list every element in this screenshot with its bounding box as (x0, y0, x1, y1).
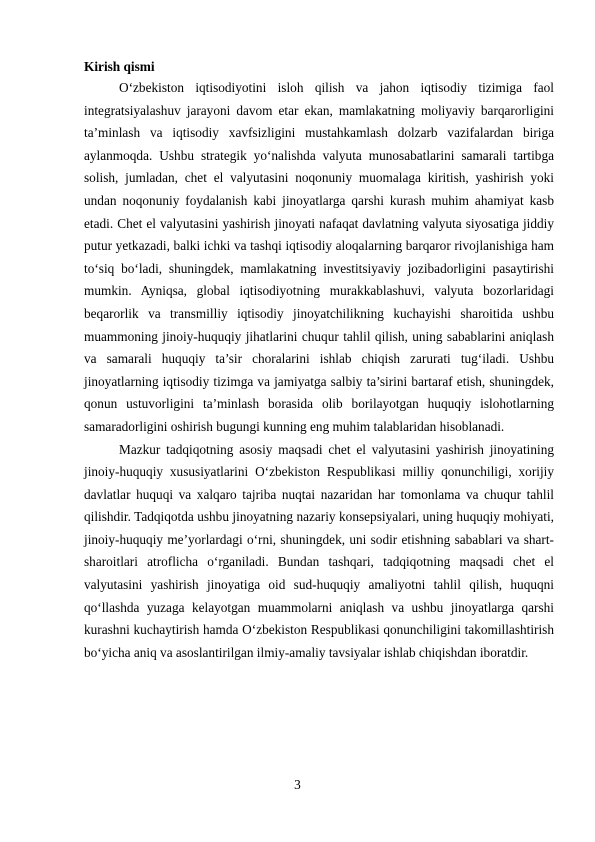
paragraph-introduction: O‘zbekiston iqtisodiyotini isloh qilish va jahon iqtisodiy tizimiga faol integratsiyalashuv jarayoni davom etar ekan, mamlakatning moliyaviy barqarorligini ta’minlash va iqtisodiy xavfsizligini mustahkamlash dolzarb vazifalardan biriga aylanmoqda. Ushbu strategik yo‘nalishda valyuta munosabatlarini samarali tartibga solish, jumladan, chet el valyutasini noqonuniy muomalaga kiritish, yashirish yoki undan noqonuniy foydalanish kabi jinoyatlarga qarshi kurash muhim ahamiyat kasb etadi. Chet el valyutasini yashirish jinoyati nafaqat davlatning valyuta siyosatiga jiddiy putur yetkazadi, balki ichki va tashqi iqtisodiy aloqalarning barqaror rivojlanishiga ham to‘siq bo‘ladi, shuningdek, mamlakatning investitsiyaviy jozibadorligini pasaytirishi mumkin. Ayniqsa, global iqtisodiyotning murakkablashuvi, valyuta bozorlaridagi beqarorlik va transmilliy iqtisodiy jinoyatchilikning kuchayishi sharoitida ushbu muammoning jinoiy-huquqiy jihatlarini chuqur tahlil qilish, uning sabablarini aniqlash va samarali huquqiy ta’sir choralarini ishlab chiqish zarurati tug‘iladi. Ushbu jinoyatlarning iqtisodiy tizimga va jamiyatga salbiy ta’sirini bartaraf etish, shuningdek, qonun ustuvorligini ta’minlash borasida olib borilayotgan huquqiy islohotlarning samaradorligini oshirish bugungi kunning eng muhim talablaridan hisoblanadi. (84, 80, 554, 434)
paragraph-research-aim: Mazkur tadqiqotning asosiy maqsadi chet el valyutasini yashirish jinoyatining jinoiy-huquqiy xususiyatlarini O‘zbekiston Respublikasi milliy qonunchiligi, xorijiy davlatlar huquqi va xalqaro tajriba nuqtai nazaridan har tomonlama va chuqur tahlil qilishdir. Tadqiqotda ushbu jinoyatning nazariy konsepsiyalari, uning huquqiy mohiyati, jinoiy-huquqiy me’yorlardagi o‘rni, shuningdek, uni sodir etishning sabablari va shart-sharoitlari atroflicha o‘rganiladi. Bundan tashqari, tadqiqotning maqsadi chet el valyutasini yashirish jinoyatiga oid sud-huquqiy amaliyotni tahlil qilish, huquqni qo‘llashda yuzaga kelayotgan muammolarni aniqlash va ushbu jinoyatlarga qarshi kurashni kuchaytirish hamda O‘zbekiston Respublikasi qonunchiligini takomillashtirish bo‘yicha aniq va asoslantirilgan ilmiy-amaliy tavsiyalar ishlab chiqishdan iboratdir. (84, 441, 554, 660)
section-heading: Kirish qismi (84, 59, 155, 74)
page-number: 3 (294, 777, 301, 792)
page-content (84, 56, 554, 664)
